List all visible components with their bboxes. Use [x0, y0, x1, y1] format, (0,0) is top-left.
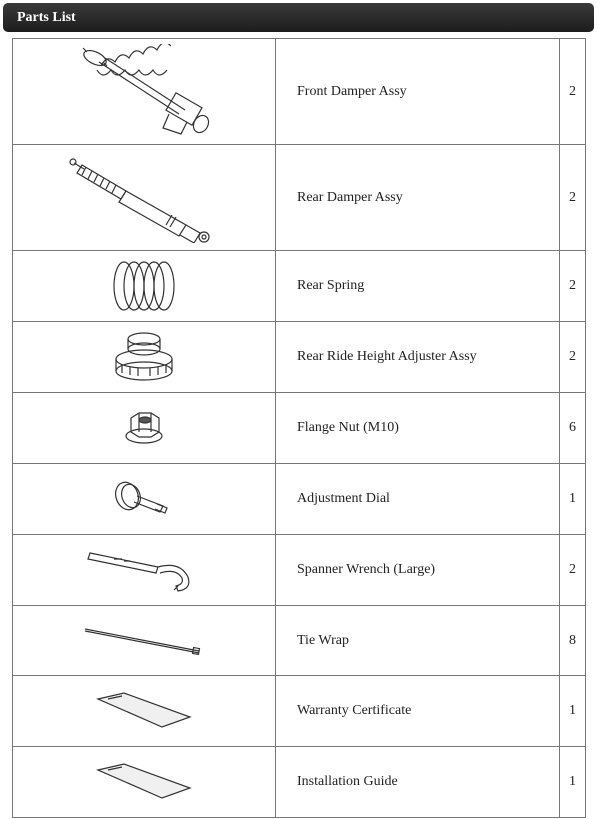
ride-height-adjuster-icon: [104, 327, 184, 387]
part-name: Tie Wrap: [276, 606, 560, 676]
part-qty: 2: [560, 322, 586, 393]
spanner-wrench-icon: [84, 545, 204, 595]
part-name: Front Damper Assy: [276, 39, 560, 145]
part-image-cell: [13, 535, 276, 606]
part-qty: 1: [560, 747, 586, 818]
part-qty: 6: [560, 393, 586, 464]
front-damper-icon: [69, 44, 219, 139]
part-image-cell: [13, 393, 276, 464]
part-name: Flange Nut (M10): [276, 393, 560, 464]
part-image-cell: [13, 251, 276, 322]
table-row: [13, 676, 586, 747]
part-image-cell: [13, 464, 276, 535]
part-qty: 2: [560, 39, 586, 145]
table-row: [13, 747, 586, 818]
part-name: Rear Ride Height Adjuster Assy: [276, 322, 560, 393]
part-name: Spanner Wrench (Large): [276, 535, 560, 606]
installation-guide-icon: [94, 760, 194, 804]
table-row: [13, 39, 586, 145]
part-image-cell: [13, 747, 276, 818]
warranty-certificate-icon: [94, 689, 194, 733]
part-qty: 2: [560, 251, 586, 322]
part-qty: 2: [560, 535, 586, 606]
part-image-cell: [13, 322, 276, 393]
page-title: Parts List: [17, 9, 76, 25]
table-row: [13, 322, 586, 393]
tie-wrap-icon: [79, 621, 209, 661]
rear-spring-icon: [104, 256, 184, 316]
table-row: [13, 464, 586, 535]
adjustment-dial-icon: [109, 474, 179, 524]
parts-list-header: [3, 3, 594, 32]
parts-table: [12, 38, 586, 818]
table-row: [13, 393, 586, 464]
part-image-cell: [13, 145, 276, 251]
part-qty: 2: [560, 145, 586, 251]
part-image-cell: [13, 676, 276, 747]
part-qty: 1: [560, 464, 586, 535]
part-name: Rear Damper Assy: [276, 145, 560, 251]
part-name: Adjustment Dial: [276, 464, 560, 535]
table-row: [13, 145, 586, 251]
part-name: Installation Guide: [276, 747, 560, 818]
part-qty: 8: [560, 606, 586, 676]
table-row: [13, 606, 586, 676]
table-row: [13, 535, 586, 606]
table-row: [13, 251, 586, 322]
part-qty: 1: [560, 676, 586, 747]
part-image-cell: [13, 39, 276, 145]
part-name: Warranty Certificate: [276, 676, 560, 747]
part-name: Rear Spring: [276, 251, 560, 322]
rear-damper-icon: [64, 153, 224, 243]
flange-nut-icon: [119, 408, 169, 448]
part-image-cell: [13, 606, 276, 676]
